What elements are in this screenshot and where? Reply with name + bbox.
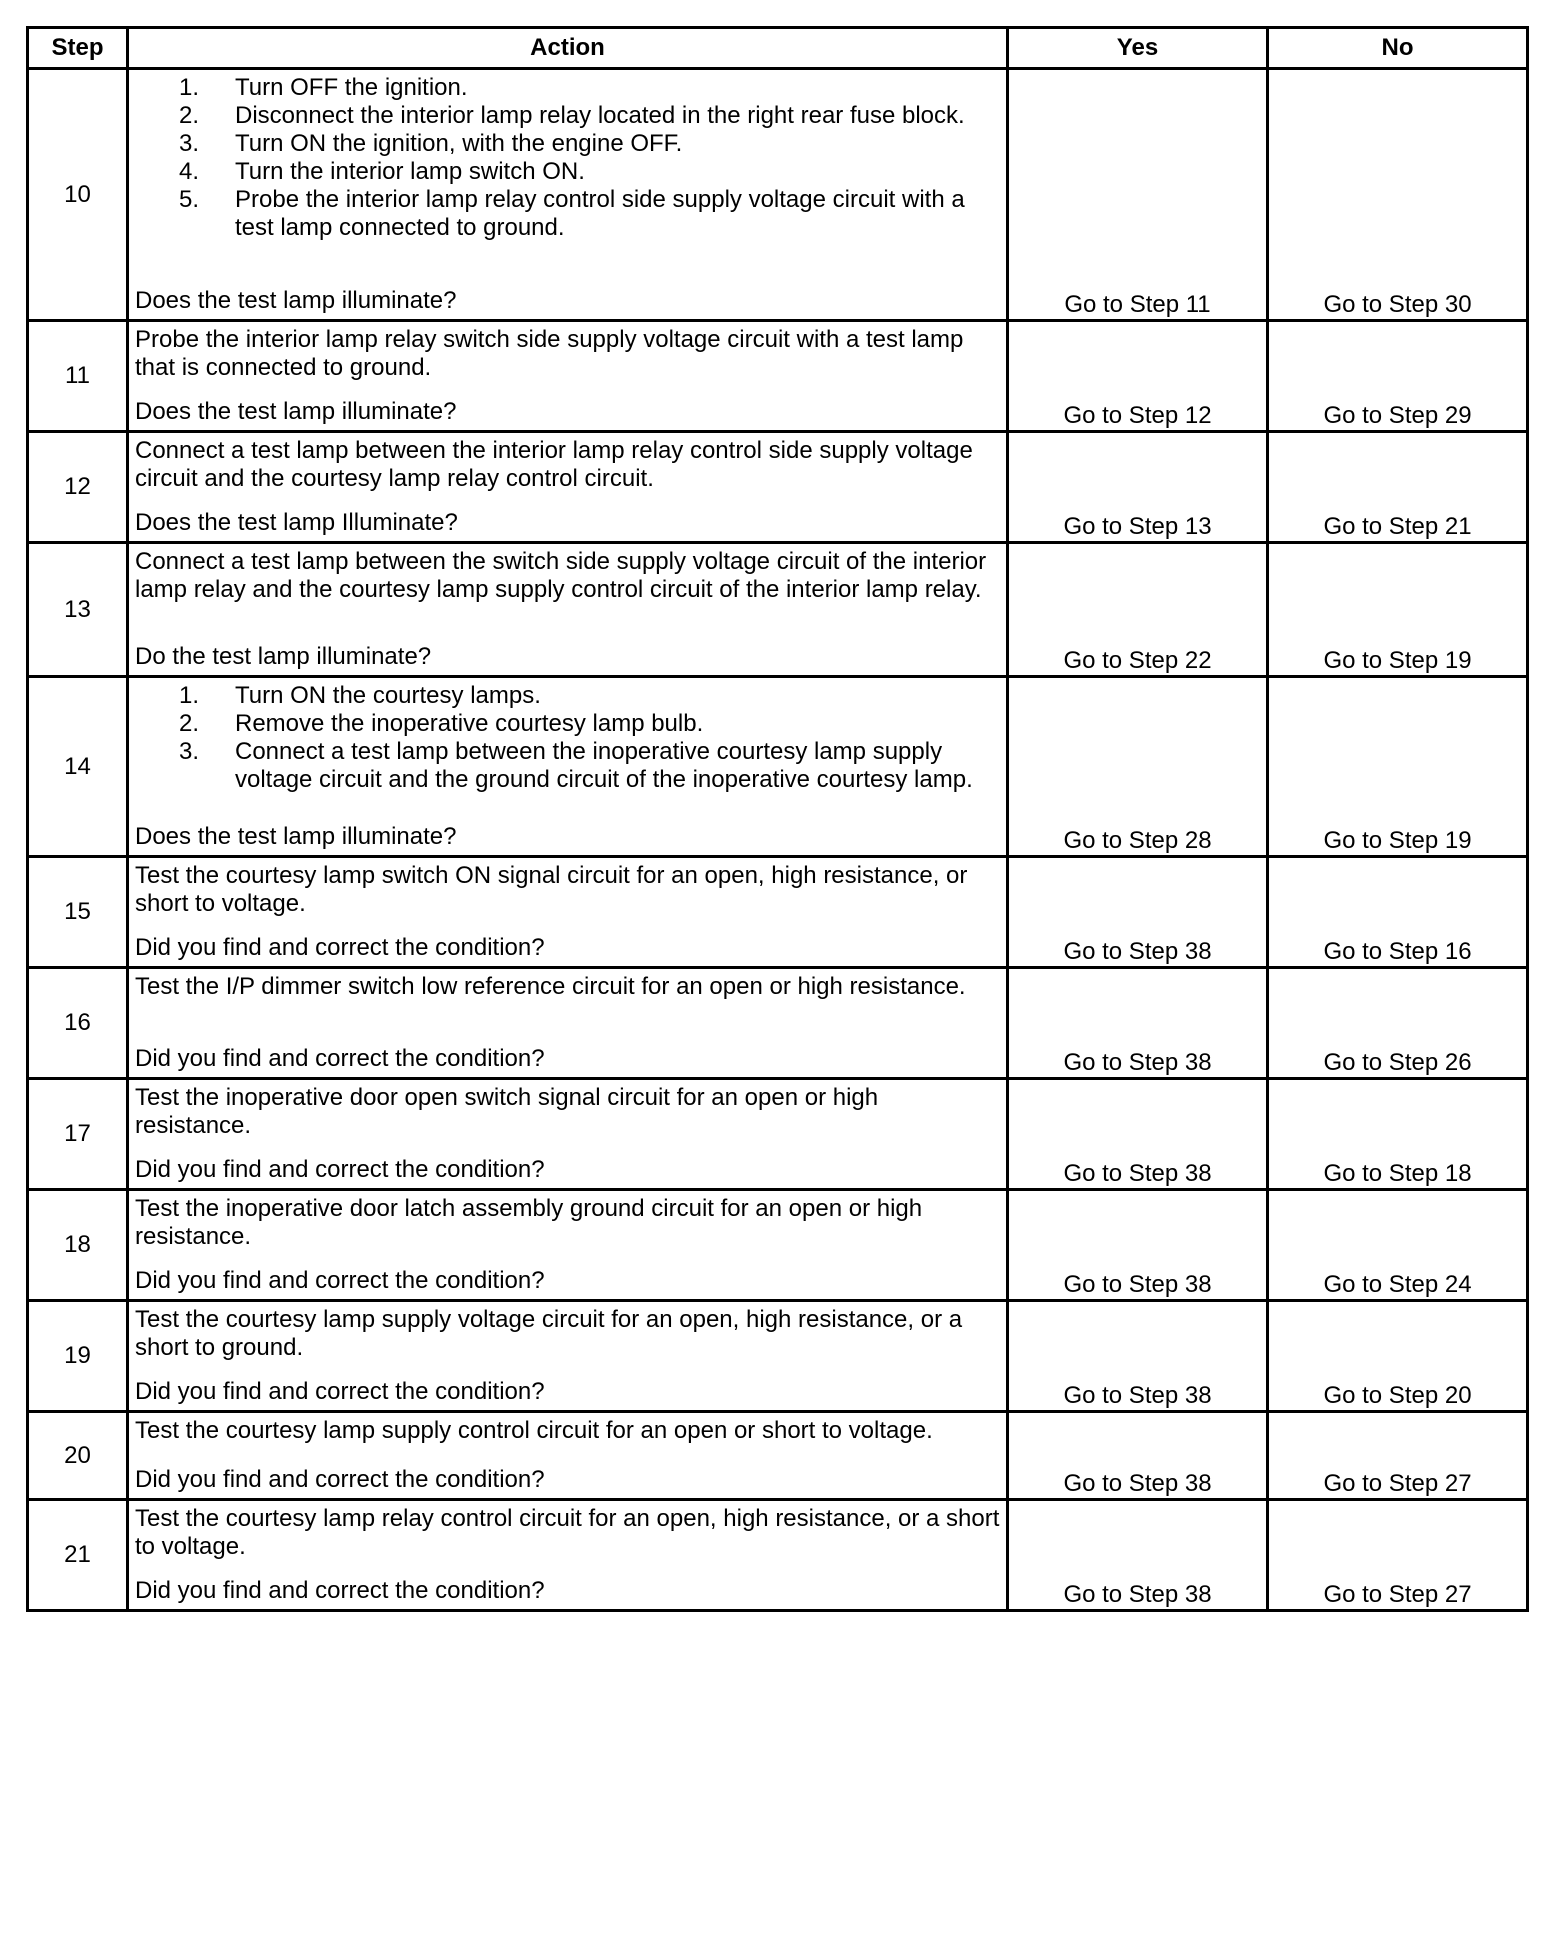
action-cell [128, 543, 1008, 677]
action-content [129, 322, 1006, 430]
list-item-number: 4. [179, 158, 200, 185]
yes-result: Go to Step 38 [1008, 1079, 1268, 1190]
action-column-header: Action [128, 28, 1008, 69]
yes-result: Go to Step 38 [1008, 1301, 1268, 1412]
yes-result: Go to Step 22 [1008, 543, 1268, 677]
yes-column-header: Yes [1008, 28, 1268, 69]
action-content [129, 1080, 1006, 1188]
table-row [28, 1190, 1528, 1301]
action-content [129, 1191, 1006, 1299]
action-list-item [179, 130, 1000, 158]
list-item-number: 2. [179, 710, 200, 737]
action-content [129, 1501, 1006, 1609]
action-cell [128, 69, 1008, 321]
no-column-header: No [1268, 28, 1528, 69]
yes-result: Go to Step 12 [1008, 321, 1268, 432]
action-description: Connect a test lamp between the switch side supply voltage circuit of the interior lamp relay and the courtesy lamp supply control circuit of the interior lamp relay. [135, 548, 987, 603]
table-row [28, 1412, 1528, 1500]
action-list-item [179, 710, 1000, 738]
list-item-text: Turn ON the ignition, with the engine OFF. [235, 130, 683, 157]
action-list-item [179, 186, 1000, 242]
action-content [129, 70, 1006, 319]
action-description: Test the inoperative door open switch signal circuit for an open or high resistance. [135, 1084, 879, 1139]
action-content [129, 969, 1006, 1077]
action-list-item [179, 102, 1000, 130]
action-list-item [179, 74, 1000, 102]
action-cell [128, 1500, 1008, 1611]
action-instructions [135, 862, 1000, 928]
yes-result: Go to Step 11 [1008, 69, 1268, 321]
no-result: Go to Step 24 [1268, 1190, 1528, 1301]
action-content [129, 858, 1006, 966]
step-number: 19 [28, 1301, 128, 1412]
action-cell [128, 677, 1008, 857]
action-instructions [135, 682, 1000, 817]
action-instructions [135, 326, 1000, 392]
action-cell [128, 857, 1008, 968]
action-question: Do the test lamp illuminate? [135, 643, 432, 670]
action-description: Connect a test lamp between the interior lamp relay control side supply voltage circuit and the courtesy lamp relay control circuit. [135, 437, 973, 492]
step-column-header: Step [28, 28, 128, 69]
table-header-row [28, 28, 1528, 69]
no-result: Go to Step 21 [1268, 432, 1528, 543]
yes-result: Go to Step 38 [1008, 1412, 1268, 1500]
action-instructions [135, 1084, 1000, 1150]
list-item-text: Disconnect the interior lamp relay located in the right rear fuse block. [235, 102, 965, 129]
action-description: Test the courtesy lamp supply voltage circuit for an open, high resistance, or a short to ground. [135, 1306, 963, 1361]
step-number: 20 [28, 1412, 128, 1500]
no-result: Go to Step 27 [1268, 1412, 1528, 1500]
step-number: 16 [28, 968, 128, 1079]
table-row [28, 69, 1528, 321]
action-instructions [135, 1306, 1000, 1372]
table-row [28, 543, 1528, 677]
list-item-text: Remove the inoperative courtesy lamp bulb. [235, 710, 704, 737]
step-number: 10 [28, 69, 128, 321]
no-result: Go to Step 29 [1268, 321, 1528, 432]
yes-result: Go to Step 28 [1008, 677, 1268, 857]
diagnostic-steps-table [26, 26, 1529, 1612]
action-question: Does the test lamp illuminate? [135, 398, 457, 425]
step-number: 11 [28, 321, 128, 432]
yes-result: Go to Step 38 [1008, 968, 1268, 1079]
no-result: Go to Step 19 [1268, 677, 1528, 857]
no-result: Go to Step 16 [1268, 857, 1528, 968]
yes-result: Go to Step 38 [1008, 1190, 1268, 1301]
action-question: Did you find and correct the condition? [135, 1267, 545, 1294]
action-question: Does the test lamp Illuminate? [135, 509, 458, 536]
action-cell [128, 1412, 1008, 1500]
step-number: 15 [28, 857, 128, 968]
list-item-number: 2. [179, 102, 200, 129]
table-row [28, 677, 1528, 857]
action-description: Test the courtesy lamp relay control circuit for an open, high resistance, or a short to voltage. [135, 1505, 1000, 1560]
list-item-text: Connect a test lamp between the inoperative courtesy lamp supply voltage circuit and the ground circuit of the inoperative courtesy lamp. [235, 738, 973, 793]
action-list-item [179, 158, 1000, 186]
action-instructions [135, 1417, 1000, 1460]
step-number: 18 [28, 1190, 128, 1301]
action-cell [128, 968, 1008, 1079]
no-result: Go to Step 26 [1268, 968, 1528, 1079]
action-list-item [179, 682, 1000, 710]
list-item-text: Turn OFF the ignition. [235, 74, 468, 101]
action-step-list [135, 74, 1000, 242]
action-list-item [179, 738, 1000, 794]
action-question: Does the test lamp illuminate? [135, 287, 457, 314]
action-step-list [135, 682, 1000, 794]
list-item-text: Turn the interior lamp switch ON. [235, 158, 585, 185]
step-number: 14 [28, 677, 128, 857]
action-description: Probe the interior lamp relay switch side supply voltage circuit with a test lamp that is connected to ground. [135, 326, 964, 381]
list-item-text: Turn ON the courtesy lamps. [235, 682, 541, 709]
step-number: 21 [28, 1500, 128, 1611]
action-instructions [135, 973, 1000, 1039]
action-content [129, 544, 1006, 675]
table-row [28, 1079, 1528, 1190]
yes-result: Go to Step 38 [1008, 1500, 1268, 1611]
action-description: Test the courtesy lamp switch ON signal circuit for an open, high resistance, or short to voltage. [135, 862, 968, 917]
table-row [28, 321, 1528, 432]
table-row [28, 1500, 1528, 1611]
list-item-text: Probe the interior lamp relay control side supply voltage circuit with a test lamp connected to ground. [235, 186, 965, 241]
no-result: Go to Step 30 [1268, 69, 1528, 321]
no-result: Go to Step 18 [1268, 1079, 1528, 1190]
action-content [129, 433, 1006, 541]
list-item-number: 3. [179, 738, 200, 765]
action-description: Test the inoperative door latch assembly ground circuit for an open or high resistance. [135, 1195, 923, 1250]
action-question: Did you find and correct the condition? [135, 934, 545, 961]
step-number: 13 [28, 543, 128, 677]
yes-result: Go to Step 13 [1008, 432, 1268, 543]
list-item-number: 1. [179, 682, 200, 709]
action-cell [128, 321, 1008, 432]
step-number: 12 [28, 432, 128, 543]
action-cell [128, 1190, 1008, 1301]
step-number: 17 [28, 1079, 128, 1190]
action-question: Did you find and correct the condition? [135, 1577, 545, 1604]
table-row [28, 857, 1528, 968]
action-cell [128, 1079, 1008, 1190]
action-instructions [135, 1195, 1000, 1261]
action-content [129, 1413, 1006, 1498]
yes-result: Go to Step 38 [1008, 857, 1268, 968]
no-result: Go to Step 27 [1268, 1500, 1528, 1611]
table-row [28, 968, 1528, 1079]
action-question: Did you find and correct the condition? [135, 1045, 545, 1072]
action-cell [128, 432, 1008, 543]
action-question: Does the test lamp illuminate? [135, 823, 457, 850]
action-question: Did you find and correct the condition? [135, 1156, 545, 1183]
action-content [129, 678, 1006, 855]
table-row [28, 432, 1528, 543]
action-description: Test the I/P dimmer switch low reference circuit for an open or high resistance. [135, 973, 966, 1000]
action-instructions [135, 548, 1000, 637]
action-cell [128, 1301, 1008, 1412]
action-question: Did you find and correct the condition? [135, 1378, 545, 1405]
action-instructions [135, 437, 1000, 503]
action-content [129, 1302, 1006, 1410]
no-result: Go to Step 20 [1268, 1301, 1528, 1412]
list-item-number: 1. [179, 74, 200, 101]
no-result: Go to Step 19 [1268, 543, 1528, 677]
table-row [28, 1301, 1528, 1412]
action-question: Did you find and correct the condition? [135, 1466, 545, 1493]
action-instructions [135, 1505, 1000, 1571]
action-instructions [135, 74, 1000, 281]
list-item-number: 3. [179, 130, 200, 157]
table-body [28, 69, 1528, 1611]
action-description: Test the courtesy lamp supply control circuit for an open or short to voltage. [135, 1417, 933, 1444]
list-item-number: 5. [179, 186, 200, 213]
